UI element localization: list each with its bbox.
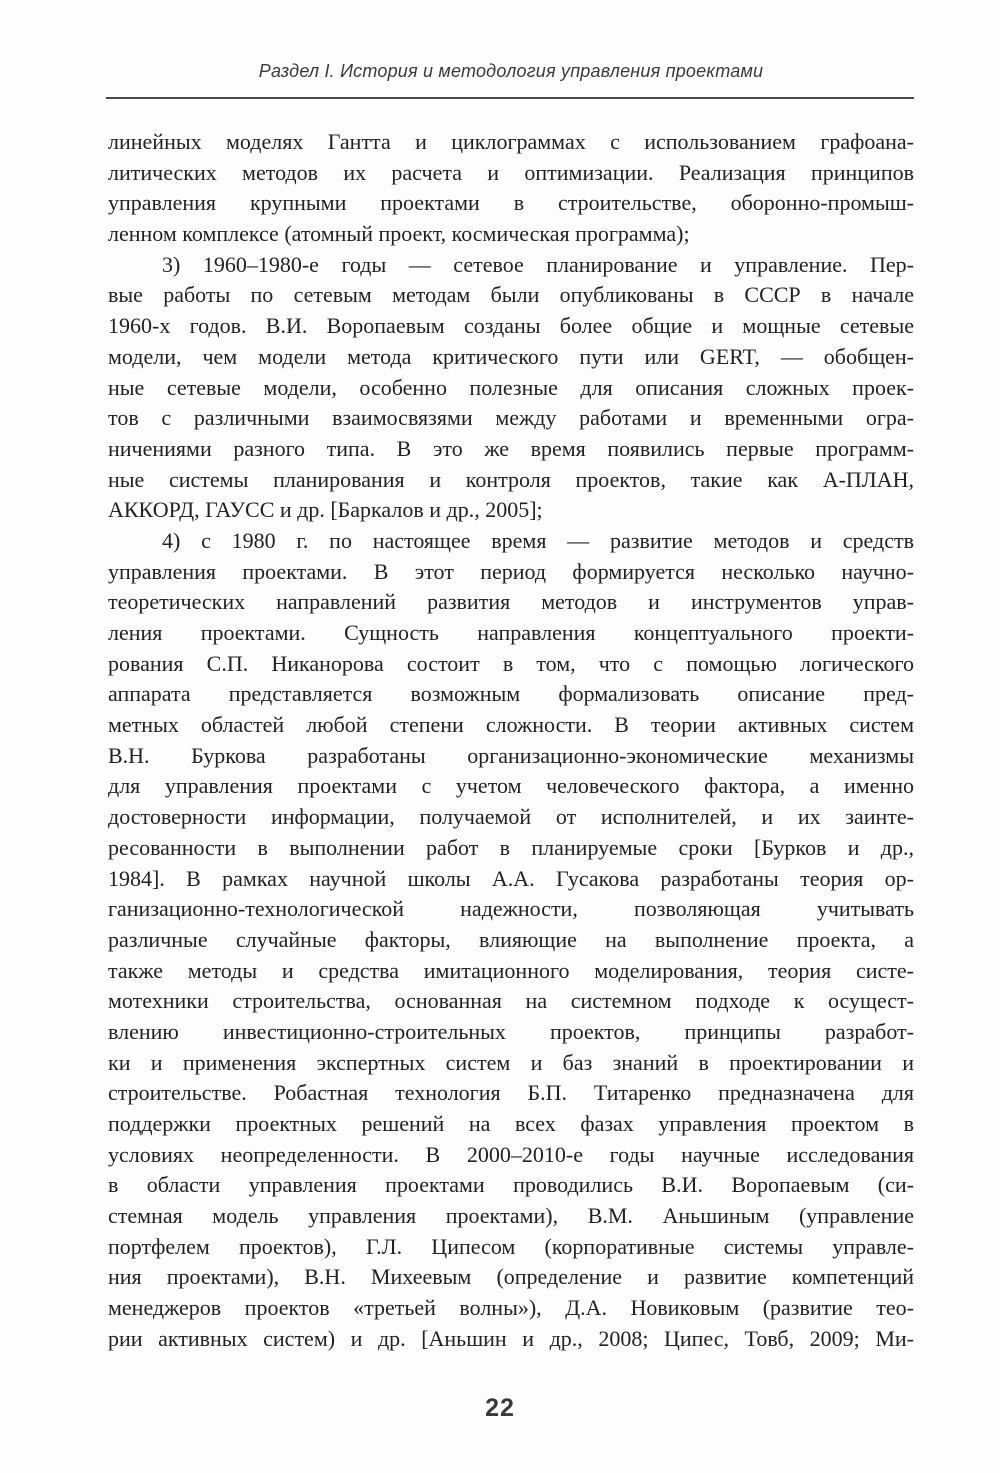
text-line: поддержки проектных решений на всех фазах управления проектом в [108, 1111, 914, 1136]
running-head-title: Раздел I. История и методология управления проектами [258, 61, 764, 81]
text-line: 1960-х годов. В.И. Воропаевым созданы более общие и мощные сетевые [108, 313, 914, 339]
text-line: портфелем проектов), Г.Л. Ципесом (корпоративные системы управле- [108, 1233, 914, 1259]
text-line: теоретических направлений развития методов и инструментов управ- [108, 589, 914, 615]
text-line: В.Н. Буркова разработаны организационно-экономические механизмы [108, 742, 914, 768]
text-line: 4) с 1980 г. по настоящее время — развитие методов и средств [162, 527, 914, 553]
text-line: тов с различными взаимосвязями между работами и временными огра- [108, 405, 914, 431]
text-line: для управления проектами с учетом человеческого фактора, а именно [108, 773, 914, 799]
text-line: различные случайные факторы, влияющие на выполнение проекта, а [108, 926, 914, 952]
text-line: ния проектами), В.Н. Михеевым (определение и развитие компетенций [108, 1264, 914, 1290]
paragraph [108, 526, 914, 1355]
page-body [108, 127, 914, 1355]
paragraph [108, 250, 914, 526]
text-line: стемная модель управления проектами), В.М. Аньшиным (управление [108, 1203, 914, 1229]
text-line: ные системы планирования и контроля проектов, такие как А-ПЛАН, [108, 466, 914, 492]
text-line: рии активных систем) и др. [Аньшин и др., 2008; Ципес, Товб, 2009; Ми- [108, 1325, 914, 1351]
text-line: мотехники строительства, основанная на системном подходе к осущест- [108, 988, 914, 1014]
text-line: строительстве. Робастная технология Б.П. Титаренко предназначена для [108, 1080, 914, 1106]
text-line: влению инвестиционно-строительных проектов, принципы разработ- [108, 1018, 914, 1044]
text-line: линейных моделях Гантта и циклограммах с использованием графоана- [108, 129, 914, 154]
text-line: аппарата представляется возможным формализовать описание пред- [108, 681, 914, 707]
text-line: модели, чем модели метода критического пути или GERT, — обобщен- [108, 343, 914, 369]
text-line: управления проектами. В этот период формируется несколько научно- [108, 558, 914, 584]
text-line: метных областей любой степени сложности. В теории активных систем [108, 712, 914, 738]
page-number: 22 [485, 1394, 515, 1422]
text-line: ки и применения экспертных систем и баз знаний в проектировании и [108, 1049, 914, 1075]
text-line: литических методов их расчета и оптимизации. Реализация принципов [108, 159, 914, 185]
text-line: рования С.П. Никанорова состоит в том, что с помощью логического [108, 650, 914, 676]
text-line: АККОРД, ГАУСС и др. [Баркалов и др., 2005]; [108, 497, 543, 523]
text-line: ные сетевые модели, особенно полезные для описания сложных проек- [108, 374, 914, 400]
text-line: 1984]. В рамках научной школы А.А. Гусакова разработаны теория ор- [108, 865, 914, 891]
text-line: ганизационно-технологической надежности, позволяющая учитывать [108, 896, 914, 922]
text-line: вые работы по сетевым методам были опубликованы в СССР в начале [108, 282, 914, 308]
text-line: 3) 1960–1980-е годы — сетевое планирование и управление. Пер- [162, 251, 914, 277]
text-line: также методы и средства имитационного моделирования, теория систе- [108, 957, 914, 983]
text-line: условиях неопределенности. В 2000–2010-е годы научные исследования [108, 1141, 914, 1167]
text-line: ничениями разного типа. В это же время появились первые программ- [108, 435, 914, 461]
paragraph [108, 127, 914, 250]
text-line: достоверности информации, получаемой от исполнителей, и их заинте- [108, 804, 914, 830]
text-line: менеджеров проектов «третьей волны»), Д.А. Новиковым (развитие тео- [108, 1295, 914, 1321]
text-line: управления крупными проектами в строительстве, оборонно-промыш- [108, 190, 914, 216]
text-line: ленном комплексе (атомный проект, космическая программа); [108, 221, 690, 247]
header-rule [106, 97, 914, 99]
text-line: ресованности в выполнении работ в планируемые сроки [Бурков и др., [108, 834, 914, 860]
text-line: ления проектами. Сущность направления концептуального проекти- [108, 620, 914, 645]
text-line: в области управления проектами проводились В.И. Воропаевым (си- [108, 1172, 914, 1198]
